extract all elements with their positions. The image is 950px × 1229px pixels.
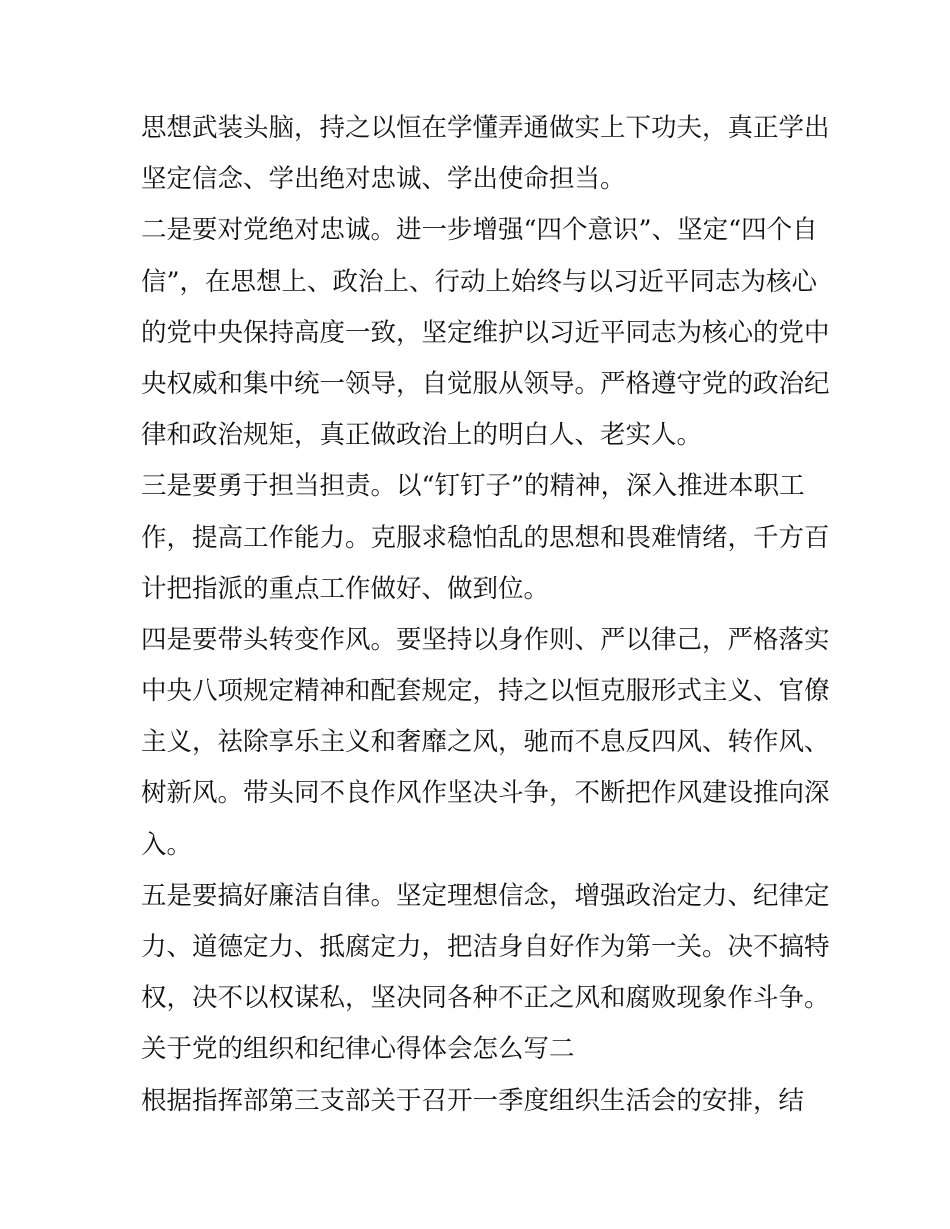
text-line: 律和政治规矩，真正做政治上的明白人、老实人。 xyxy=(141,420,703,451)
text-line: 坚定信念、学出绝对忠诚、学出使命担当。 xyxy=(141,164,626,195)
text-line: 信”，在思想上、政治上、行动上始终与以习近平同志为核心 xyxy=(141,266,818,297)
text-line: 中央八项规定精神和配套规定，持之以恒克服形式主义、官僚 xyxy=(141,676,830,707)
text-line: 根据指挥部第三支部关于召开一季度组织生活会的安排，结 xyxy=(141,1085,805,1116)
text-line: 主义，祛除享乐主义和奢靡之风，驰而不息反四风、转作风、 xyxy=(141,727,830,758)
text-line: 力、道德定力、抵腐定力，把洁身自好作为第一关。决不搞特 xyxy=(141,932,830,962)
text-line: 入。 xyxy=(141,829,193,860)
document-body xyxy=(141,103,830,1127)
text-line: 的党中央保持高度一致，坚定维护以习近平同志为核心的党中 xyxy=(141,317,830,348)
text-line: 计把指派的重点工作做好、做到位。 xyxy=(141,573,550,604)
section-heading: 关于党的组织和纪律心得体会怎么写二 xyxy=(141,1034,575,1065)
text-line: 权，决不以权谋私，坚决同各种不正之风和腐败现象作斗争。 xyxy=(141,983,830,1014)
text-line: 五是要搞好廉洁自律。坚定理想信念，增强政治定力、纪律定 xyxy=(141,880,830,911)
text-line: 央权威和集中统一领导，自觉服从领导。严格遵守党的政治纪 xyxy=(141,368,830,399)
text-line: 四是要带头转变作风。要坚持以身作则、严以律己，严格落实 xyxy=(141,624,830,655)
text-line: 作，提高工作能力。克服求稳怕乱的思想和畏难情绪，千方百 xyxy=(141,522,830,553)
text-line: 三是要勇于担当担责。以“钉钉子”的精神，深入推进本职工 xyxy=(141,471,805,502)
text-line: 思想武装头脑，持之以恒在学懂弄通做实上下功夫，真正学出 xyxy=(141,113,830,143)
text-line: 二是要对党绝对忠诚。进一步增强“四个意识”、坚定“四个自 xyxy=(141,215,818,246)
text-line: 树新风。带头同不良作风作坚决斗争，不断把作风建设推向深 xyxy=(141,778,830,809)
